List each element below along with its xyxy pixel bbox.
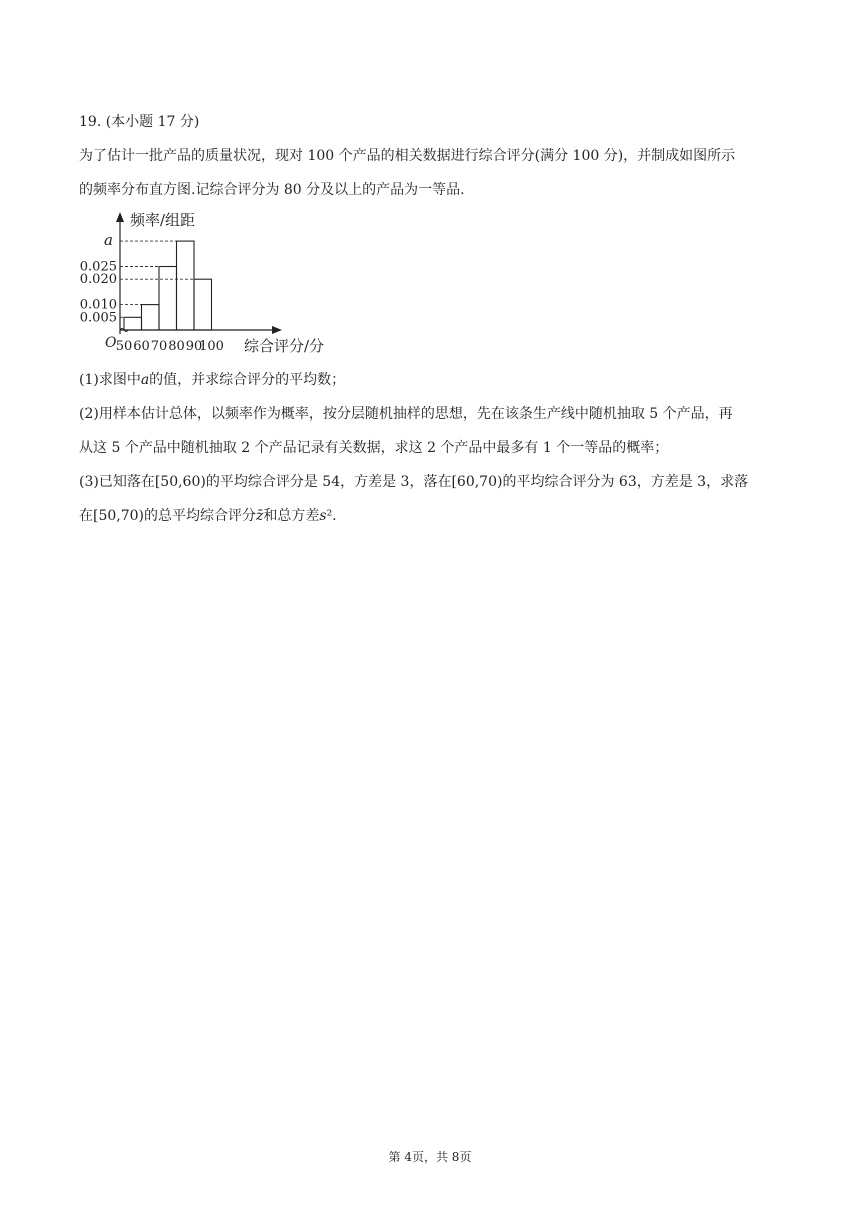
y-tick-label: 0.025 bbox=[79, 259, 117, 275]
problem-number: 19. (本小题 17 分) bbox=[79, 114, 200, 130]
histogram-bar bbox=[159, 267, 177, 331]
y-axis-title: 频率/组距 bbox=[130, 211, 196, 229]
question-3-line1: (3)已知落在[50,60)的平均综合评分是 54，方差是 3，落在[60,70)的平均综合评分为 63，方差是 3，求落 bbox=[79, 474, 749, 490]
histogram-bar bbox=[142, 305, 160, 330]
x-tick-label: 100 bbox=[199, 339, 224, 354]
y-tick-label: 0.010 bbox=[79, 297, 117, 313]
histogram-bar bbox=[177, 241, 195, 330]
histogram-bar bbox=[194, 279, 212, 330]
question-3-line2: 在[50,70)的总平均综合评分𝑧̄和总方差𝑠². bbox=[79, 508, 337, 524]
question-1: (1)求图中𝑎的值，并求综合评分的平均数； bbox=[79, 372, 346, 388]
x-axis-arrow bbox=[272, 326, 282, 334]
x-tick-label: 60 bbox=[133, 339, 150, 354]
problem-stem-line2: 的频率分布直方图.记综合评分为 80 分及以上的产品为一等品. bbox=[79, 182, 465, 198]
x-tick-label: 70 bbox=[150, 339, 168, 354]
x-tick-label: 90 bbox=[185, 339, 203, 354]
y-tick-label: a bbox=[104, 231, 113, 250]
histogram-bar bbox=[124, 317, 142, 330]
chart-bars bbox=[124, 241, 212, 330]
x-tick-label: 50 bbox=[115, 339, 133, 354]
problem-stem-line1: 为了估计一批产品的质量状况，现对 100 个产品的相关数据进行综合评分(满分 100 分)，并制成如图所示 bbox=[79, 148, 736, 164]
origin-label: O bbox=[105, 335, 117, 351]
question-2-line1: (2)用样本估计总体，以频率作为概率，按分层随机抽样的思想，先在该条生产线中随机抽取 5 个产品，再 bbox=[79, 406, 733, 422]
y-axis-arrow bbox=[116, 212, 124, 222]
page-footer: 第 4页，共 8页 bbox=[388, 1150, 472, 1164]
frequency-histogram bbox=[74, 208, 344, 358]
y-tick-label: 0.020 bbox=[79, 272, 117, 288]
chart-labels bbox=[80, 211, 324, 355]
x-axis-title: 综合评分/分 bbox=[244, 337, 325, 355]
x-tick-label: 80 bbox=[168, 339, 185, 354]
question-2-line2: 从这 5 个产品中随机抽取 2 个产品记录有关数据，求这 2 个产品中最多有 1 个一等品的概率； bbox=[79, 440, 669, 456]
y-tick-label: 0.005 bbox=[79, 310, 117, 326]
chart-axes bbox=[116, 212, 282, 334]
